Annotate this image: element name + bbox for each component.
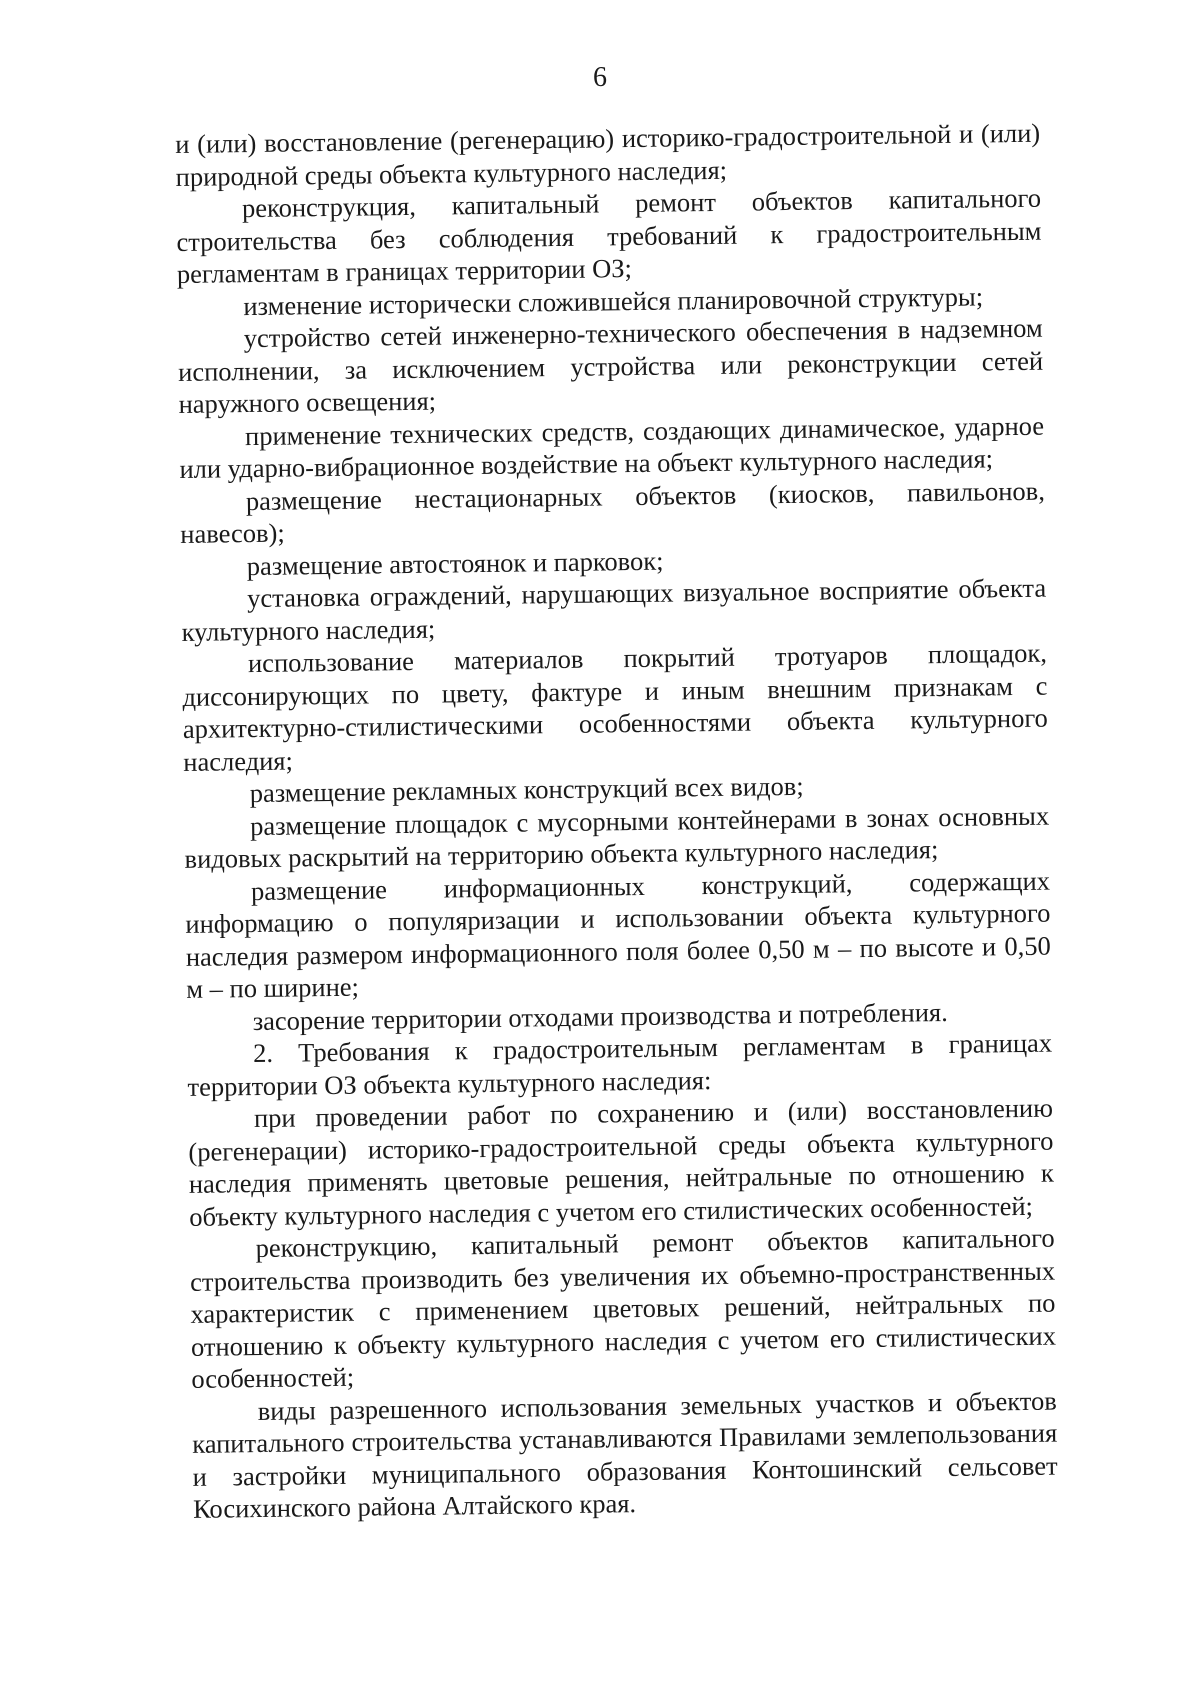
list-item-non-stationary-objects: размещение нестационарных объектов (киосков, павильонов, навесов); [180, 475, 1046, 549]
list-item-waste-containers: размещение площадок с мусорными контейнерами в зонах основных видовых раскрытий на территорию объекта культурного наследия; [184, 800, 1050, 874]
list-item-reconstruction: реконструкция, капитальный ремонт объектов капитального строительства без соблюдения требований к градостроительным регламентам в границах территории ОЗ; [176, 182, 1042, 289]
requirement-land-use: виды разрешенного использования земельных участков и объектов капитального строительства устанавливаются Правилами землепользования и застройки муниципального образования Контошинский сельсовет Косихинского района Алтайского края. [192, 1385, 1058, 1524]
requirement-reconstruction: реконструкцию, капитальный ремонт объектов капитального строительства производить без увеличения их объемно-пространственных характеристик с применением цветовых решений, нейтральных по отношению к объекту культурного наследия с учетом его стилистических особенностей; [189, 1222, 1057, 1394]
requirement-color-solutions: при проведении работ по сохранению и (или) восстановлению (регенерации) историко-градостроительной среды объекта культурного наследия применять цветовые решения, нейтральные по отношению к объекту культурного наследия с учетом его стилистических особенностей; [188, 1092, 1054, 1232]
paragraph-continuation: и (или) восстановление (регенерацию) историко-градостроительной и (или) природной среды объекта культурного наследия; [175, 117, 1041, 192]
list-item-fences: установка ограждений, нарушающих визуальное восприятие объекта культурного наследия; [181, 572, 1047, 647]
list-item-information-structures: размещение информационных конструкций, содержащих информацию о популяризации и использовании объекта культурного наследия размером информационного поля более 0,50 м – по высоте и 0,50 м – по ширине; [185, 865, 1051, 1004]
list-item-engineering-networks: устройство сетей инженерно-технического обеспечения в надземном исполнении, за исключением устройства или реконструкции сетей наружного освещения; [177, 312, 1044, 419]
list-item-advertising: размещение рекламных конструкций всех видов; [249, 770, 804, 809]
list-item-paving-materials: использование материалов покрытий тротуаров площадок, диссонирующих по цвету, фактуре и иным внешним признакам с архитектурно-стилистическими особенностями объекта культурного наследия; [182, 637, 1048, 777]
list-item-planning-structure: изменение исторически сложившейся планировочной структуры; [243, 280, 984, 321]
list-item-technical-means: применение технических средств, создающих динамическое, ударное или ударно-вибрационное воздействие на объект культурного наследия; [179, 410, 1045, 484]
section-heading-requirements: 2. Требования к градостроительным регламентам в границах территории ОЗ объекта культурного наследия: [187, 1027, 1053, 1102]
list-item-parking: размещение автостоянок и парковок; [246, 545, 664, 581]
list-item-littering: засорение территории отходами производства и потребления. [252, 996, 948, 1036]
document-body [175, 117, 1058, 1526]
page-number: 6 [593, 62, 607, 93]
